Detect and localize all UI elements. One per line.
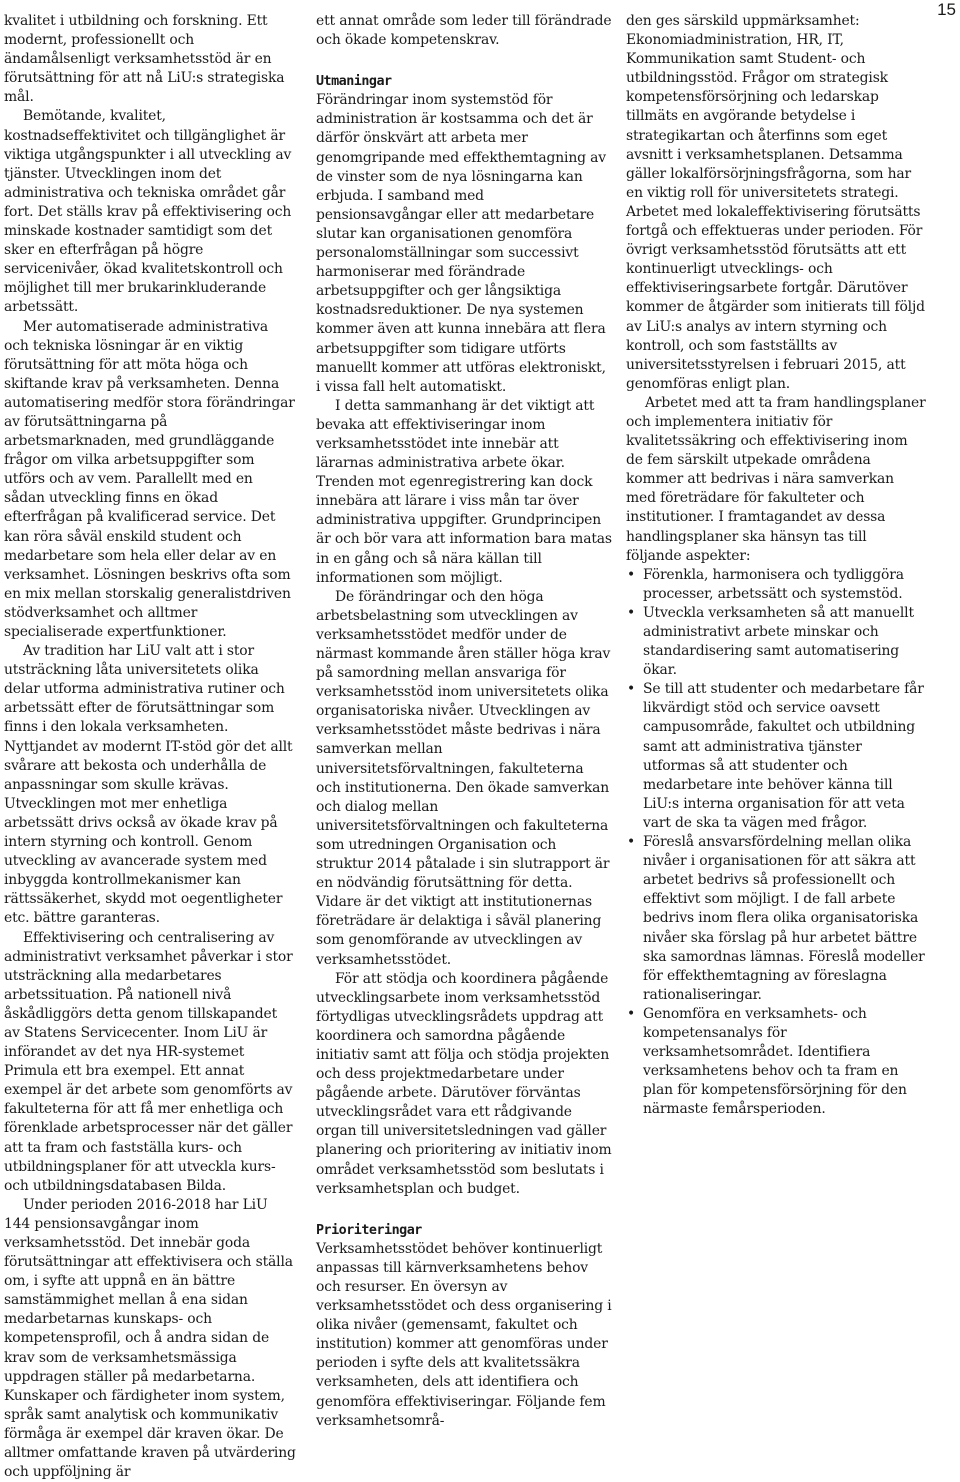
- paragraph: Arbetet med att ta fram handlingsplaner och implementera initiativ för kvalitetssäkring och effektivisering inom de fem särskilt utpekade områdena kommer att bedrivas i nära samverkan med företrädare för fakulteter och institutioner. I framtagandet av dessa handlingsplaner ska hänsyn tas till följande aspekter:: [626, 394, 926, 564]
- list-item: [626, 1005, 926, 1120]
- text-column-left: [4, 12, 296, 1482]
- text-column-right: [626, 12, 926, 1119]
- paragraph: För att stödja och koordinera pågående utvecklingsarbete inom verksamhetsstöd förtydligas utvecklingsrådets uppdrag att koordinera och samordna pågående initiativ samt att följa och stödja projekten och dess projektmedarbetare under pågående arbete. Därutöver förväntas utvecklingsrådet vara ett rådgivande organ till universitetsledningen vad gäller planering och prioritering av initiativ inom området verksamhetsstöd som beslutats i verksamhetsplan och budget.: [316, 970, 612, 1197]
- paragraph: Förändringar inom systemstöd för administration är kostsamma och det är därför önskvärt att arbeta mer genomgripande med effekthemtagning av de vinster som de nya lösningarna kan erbjuda. I samband med pensionsavgångar eller att medarbetare slutar kan organisationen genomföra personalomställningar som successivt harmoniserar med förändrade arbetsuppgifter och ger långsiktiga kostnadsreduktioner. De nya systemen kommer även att kunna innebära att flera arbetsuppgifter som tidigare utförts manuellt kommer att utföras elektroniskt, i vissa fall helt automatiskt.: [316, 92, 606, 395]
- list-item-text: Se till att studenter och medarbetare får likvärdigt stöd och service oavsett campusområde, fakultet och utbildning samt att administrativa tjänster utformas så att studenter och medarbetare inte behöver känna till LiU:s interna organisation för att veta vart de ska ta vägen med frågor.: [643, 681, 924, 831]
- list-item-text: Utveckla verksamheten så att manuellt administrativt arbete minskar och standardisering samt automatisering ökar.: [643, 604, 914, 679]
- section-heading-prioriteringar: Prioriteringar: [316, 1222, 422, 1238]
- list-item-text: Genomföra en verksamhets- och kompetensanalys för verksamhetsområdet. Identifiera verksamhetens behov och ta fram en plan för kompetensförsörjning för den närmaste femårsperioden.: [643, 1005, 907, 1118]
- paragraph: Under perioden 2016-2018 har LiU 144 pensionsavgångar inom verksamhetsstöd. Det innebär goda förutsättningar att effektivisera och ställa om, i syfte att uppnå en än bättre samstämmighet mellan å ena sidan medarbetarnas kunskaps- och kompetensprofil, och å andra sidan de krav som de verksamhetsmässiga uppdragen ställer på medarbetarna. Kunskaper och färdigheter inom system, språk samt analytisk och kommunikativ förmåga är exempel där kraven ökar. De alltmer omfattande kraven på utvärdering och uppföljning är: [4, 1196, 296, 1481]
- paragraph: Av tradition har LiU valt att i stor utsträckning låta universitetets olika delar utforma administrativa rutiner och arbetssätt efter de förutsättningar som finns i den lokala verksamheten. Nyttjandet av modernt IT-stöd gör det allt svårare att bekosta och underhålla de anpassningar som skulle krävas. Utvecklingen mot mer enhetliga arbetssätt drivs också av ökade krav på intern styrning och kontroll. Genom utveckling av avancerade system med inbyggda kontrollmekanismer kan rättssäkerhet, skydd mot oegentligheter etc. bättre garanteras.: [4, 643, 293, 927]
- page-number: 15: [937, 0, 956, 19]
- list-item-text: Föreslå ansvarsfördelning mellan olika nivåer i organisationen för att säkra att arbetet bedrivs så professionellt och effektivt som möjligt. I de fall arbete bedrivs inom flera olika organisatoriska nivåer ska förslag på hur arbetet bättre ska samordnas lämnas. Föreslå modeller för effekthemtagning av föreslagna rationaliseringar.: [643, 834, 925, 1003]
- bullet-icon: •: [627, 681, 636, 698]
- list-item: [626, 680, 926, 833]
- paragraph: I detta sammanhang är det viktigt att bevaka att effektiviseringar inom verksamhetsstödet inte innebär att lärarnas administrativa arbete ökar. Trenden mot egenregistrering kan dock innebära att lärare i viss mån tar över administrativa uppgifter. Grundprincipen är och bör vara att information bara matas in en gång och så nära källan till informationen som möjligt.: [316, 397, 612, 586]
- paragraph: den ges särskild uppmärksamhet: Ekonomiadministration, HR, IT, Kommunikation samt Student- och utbildningsstöd. Frågor om strategisk kompetensförsörjning och ledarskap tillmäts en avgörande betydelse i strategikartan och återfinns som eget avsnitt i verksamhetsplanen. Detsamma gäller lokalförsörjningsfrågorna, som har en viktig roll för universitetets strategi. Arbetet med lokaleffektivisering förutsätts fortgå och effektueras under perioden. För övrigt verksamhetsstöd förutsätts att ett kontinuerligt utvecklings- och effektiviseringsarbete fortgår. Därutöver kommer de åtgärder som initierats till följd av LiU:s analys av intern styrning och kontroll, och som fastställts av universitetsstyrelsen i februari 2015, att genomföras enligt plan.: [626, 13, 925, 392]
- paragraph: Bemötande, kvalitet, kostnadseffektivitet och tillgänglighet är viktiga utgångspunkter i all utveckling av tjänster. Utvecklingen inom det administrativa och tekniska området går fort. Det ställs krav på effektivisering och minskade kostnader samtidigt som det sker en efterfrågan på högre servicenivåer, ökad kvalitetskontroll och möjlighet till mer brukarinkluderande arbetssätt.: [4, 108, 292, 316]
- paragraph: Verksamhetsstödet behöver kontinuerligt anpassas till kärnverksamhetens behov och resurser. En översyn av verksamhetsstödet och dess organisering i olika nivåer (gemensamt, fakultet och institution) kommer att genomföras under perioden i syfte dels att kvalitetssäkra verksamheten, dels att identifiera och genomföra effektiviseringar. Följande fem verksamhetsområ-: [316, 1240, 612, 1429]
- list-item: [626, 566, 926, 604]
- section-heading-utmaningar: Utmaningar: [316, 74, 392, 90]
- paragraph: ett annat område som leder till förändrade och ökade kompetenskrav.: [316, 13, 612, 49]
- paragraph: Effektivisering och centralisering av administrativt verksamhet påverkar i stor utsträckning alla medarbetares arbetssituation. På nationell nivå åskådliggörs detta genom tillskapandet av Statens Servicecenter. Inom LiU är införandet av det nya HR-systemet Primula ett bra exempel. Ett annat exempel är det arbete som genomförts av fakulteterna för att få mer enhetliga och förenklade arbetsprocesser när det gäller att ta fram och fastställa kurs- och utbildningsplaner för att utveckla kurs- och utbildningsdatabasen Bilda.: [4, 929, 293, 1194]
- bullet-icon: •: [627, 834, 636, 851]
- text-column-middle: [316, 12, 612, 1431]
- list-item: [626, 604, 926, 680]
- bullet-icon: •: [627, 566, 636, 583]
- list-item: [626, 833, 926, 1005]
- paragraph: Mer automatiserade administrativa och tekniska lösningar är en viktig förutsättning för att möta höga och skiftande krav på verksamheten. Denna automatisering medför stora förändringar av förutsättningarna på arbetsmarknaden, med grundläggande frågor om vilka arbetsuppgifter som utförs och av vem. Parallellt med en sådan utveckling finns en ökad efterfrågan på kvalificerad service. Det kan röra såväl enskild student och medarbetare som hela eller delar av en verksamhet. Lösningen beskrivs ofta som en mix mellan storskalig generalistdriven stödverksamhet och alltmer specialiserade expertfunktioner.: [4, 318, 295, 640]
- bullet-icon: •: [627, 1005, 636, 1022]
- bullet-icon: •: [627, 604, 636, 621]
- paragraph: De förändringar och den höga arbetsbelastning som utvecklingen av verksamhetsstödet medför under de närmast kommande åren ställer höga krav på samordning mellan ansvariga för verksamhetsstöd inom universitetets olika organisatoriska nivåer. Utvecklingen av verksamhetsstödet måste bedrivas i nära samverkan mellan universitetsförvaltningen, fakulteterna och institutionerna. Den ökade samverkan och dialog mellan universitetsförvaltningen och fakulteterna som utredningen Organisation och struktur 2014 påtalade i sin slutrapport är en nödvändig förutsättning för detta. Vidare är det viktigt att institutionernas företrädare är delaktiga i såväl planering som genomförande av utvecklingen av verksamhetsstödet.: [316, 588, 611, 968]
- aspect-list: [626, 566, 926, 1120]
- paragraph: kvalitet i utbildning och forskning. Ett modernt, professionellt och ändamålsenligt verksamhetsstöd är en förutsättning för att nå LiU:s strategiska mål.: [4, 13, 285, 106]
- list-item-text: Förenkla, harmonisera och tydliggöra processer, arbetssätt och systemstöd.: [643, 566, 904, 602]
